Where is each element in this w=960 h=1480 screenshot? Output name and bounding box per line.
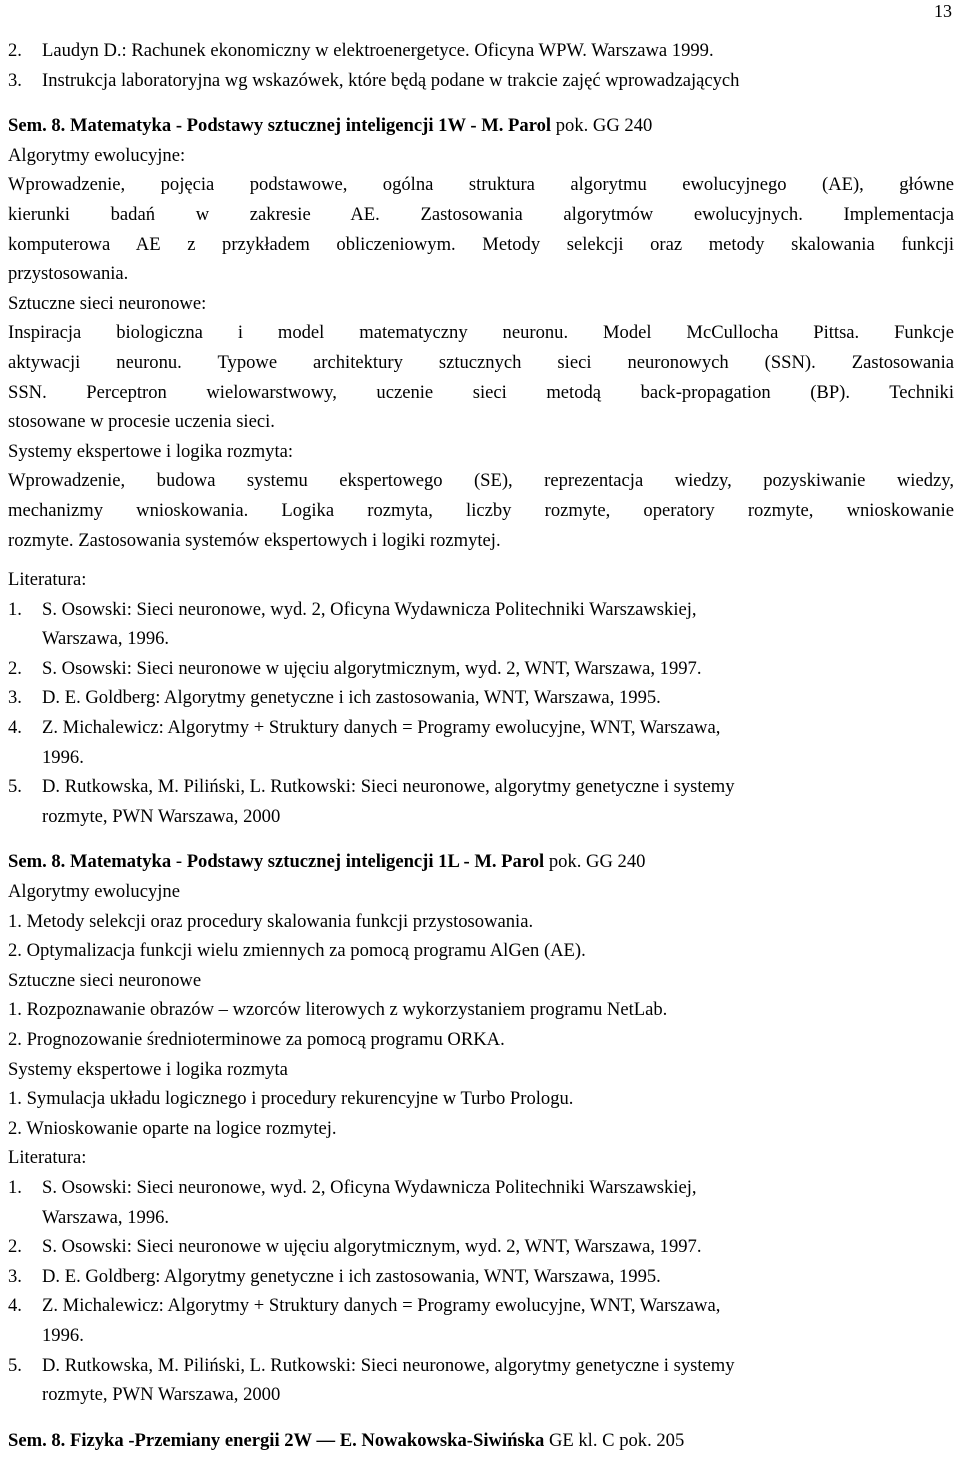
list-item: 1. S. Osowski: Sieci neuronowe, wyd. 2, Oficyna Wydawnicza Politechniki Warszawskiej, [8, 598, 697, 620]
paragraph-line: Wprowadzenie, pojęcia podstawowe, ogólna struktura algorytmu ewolucyjnego (AE), główne [8, 174, 954, 196]
paragraph-line: stosowane w procesie uczenia sieci. [8, 411, 275, 433]
topic-title: Systemy ekspertowe i logika rozmyta: [8, 440, 294, 462]
paragraph-line: SSN. Perceptron wielowarstwowy, uczenie sieci metodą back-propagation (BP). Techniki [8, 381, 954, 403]
top-reference-list [8, 36, 954, 95]
lab-item: 2. Wnioskowanie oparte na logice rozmytej. [8, 1117, 337, 1139]
list-item: 5. D. Rutkowska, M. Piliński, L. Rutkowski: Sieci neuronowe, algorytmy genetyczne i systemy [8, 1354, 735, 1376]
topic-title: Sztuczne sieci neuronowe: [8, 292, 207, 314]
lab-item: 1. Metody selekcji oraz procedury skalowania funkcji przystosowania. [8, 910, 534, 932]
document-page [8, 36, 954, 1455]
list-item: 2. Laudyn D.: Rachunek ekonomiczny w elektroenergetyce. Oficyna WPW. Warszawa 1999. [8, 40, 714, 61]
course-section-physics [8, 1426, 954, 1456]
list-item-continuation: 1996. [42, 746, 84, 768]
list-item: 4. Z. Michalewicz: Algorytmy + Struktury danych = Programy ewolucyjne, WNT, Warszawa, [8, 1295, 721, 1317]
lab-item: 1. Rozpoznawanie obrazów – wzorców literowych z wykorzystaniem programu NetLab. [8, 999, 668, 1021]
lab-item: 1. Symulacja układu logicznego i procedury rekurencyjne w Turbo Prologu. [8, 1088, 574, 1110]
section-heading: Sem. 8. Fizyka -Przemiany energii 2W — E. Nowakowska-Siwińska GE kl. C pok. 205 [8, 1429, 685, 1451]
section-heading: Sem. 8. Matematyka - Podstawy sztucznej inteligencji 1W - M. Parol pok. GG 240 [8, 115, 653, 137]
list-item: 2. S. Osowski: Sieci neuronowe w ujęciu algorytmicznym, wyd. 2, WNT, Warszawa, 1997. [8, 657, 702, 679]
paragraph-line: mechanizmy wnioskowania. Logika rozmyta, liczby rozmyte, operatory rozmyte, wnioskowanie [8, 499, 954, 521]
section-heading: Sem. 8. Matematyka - Podstawy sztucznej inteligencji 1L - M. Parol pok. GG 240 [8, 851, 646, 873]
paragraph-line: komputerowa AE z przykładem obliczeniowym. Metody selekcji oraz metody skalowania funkcji [8, 233, 954, 255]
topic-title: Algorytmy ewolucyjne [8, 881, 180, 903]
lab-item: 2. Optymalizacja funkcji wielu zmiennych za pomocą programu AlGen (AE). [8, 940, 586, 962]
list-item-continuation: 1996. [42, 1324, 84, 1346]
topic-title: Algorytmy ewolucyjne: [8, 144, 186, 166]
list-item: 1. S. Osowski: Sieci neuronowe, wyd. 2, Oficyna Wydawnicza Politechniki Warszawskiej, [8, 1176, 697, 1198]
paragraph-line: Inspiracja biologiczna i model matematyczny neuronu. Model McCullocha Pittsa. Funkcje [8, 322, 954, 344]
course-section-lecture [8, 111, 954, 831]
list-item: 4. Z. Michalewicz: Algorytmy + Struktury danych = Programy ewolucyjne, WNT, Warszawa, [8, 717, 721, 739]
course-section-lab [8, 847, 954, 1409]
paragraph-line: rozmyte. Zastosowania systemów ekspertowych i logiki rozmytej. [8, 529, 501, 551]
list-item-continuation: rozmyte, PWN Warszawa, 2000 [42, 1384, 281, 1406]
topic-title: Sztuczne sieci neuronowe [8, 969, 202, 991]
paragraph-line: aktywacji neuronu. Typowe architektury sztucznych sieci neuronowych (SSN). Zastosowania [8, 351, 954, 373]
list-item: 3. Instrukcja laboratoryjna wg wskazówek, które będą podane w trakcie zajęć wprowadzających [8, 69, 740, 91]
list-item: 2. S. Osowski: Sieci neuronowe w ujęciu algorytmicznym, wyd. 2, WNT, Warszawa, 1997. [8, 1236, 702, 1258]
list-item: 5. D. Rutkowska, M. Piliński, L. Rutkowski: Sieci neuronowe, algorytmy genetyczne i systemy [8, 776, 735, 798]
literature-list [8, 595, 954, 832]
list-item-continuation: Warszawa, 1996. [42, 1206, 170, 1228]
list-item: 3. D. E. Goldberg: Algorytmy genetyczne i ich zastosowania, WNT, Warszawa, 1995. [8, 1265, 661, 1287]
literature-title: Literatura: [8, 1147, 87, 1169]
list-item-continuation: rozmyte, PWN Warszawa, 2000 [42, 805, 281, 827]
literature-title: Literatura: [8, 569, 87, 591]
paragraph-line: przystosowania. [8, 263, 129, 285]
paragraph-line: Wprowadzenie, budowa systemu ekspertowego (SE), reprezentacja wiedzy, pozyskiwanie wiedzy, [8, 470, 954, 492]
paragraph-line: kierunki badań w zakresie AE. Zastosowania algorytmów ewolucyjnych. Implementacja [8, 203, 954, 225]
lab-item: 2. Prognozowanie średnioterminowe za pomocą programu ORKA. [8, 1029, 505, 1050]
list-item: 3. D. E. Goldberg: Algorytmy genetyczne i ich zastosowania, WNT, Warszawa, 1995. [8, 687, 661, 709]
page-number: 13 [934, 1, 952, 21]
topic-title: Systemy ekspertowe i logika rozmyta [8, 1058, 288, 1080]
literature-list [8, 1173, 954, 1410]
list-item-continuation: Warszawa, 1996. [42, 628, 170, 650]
